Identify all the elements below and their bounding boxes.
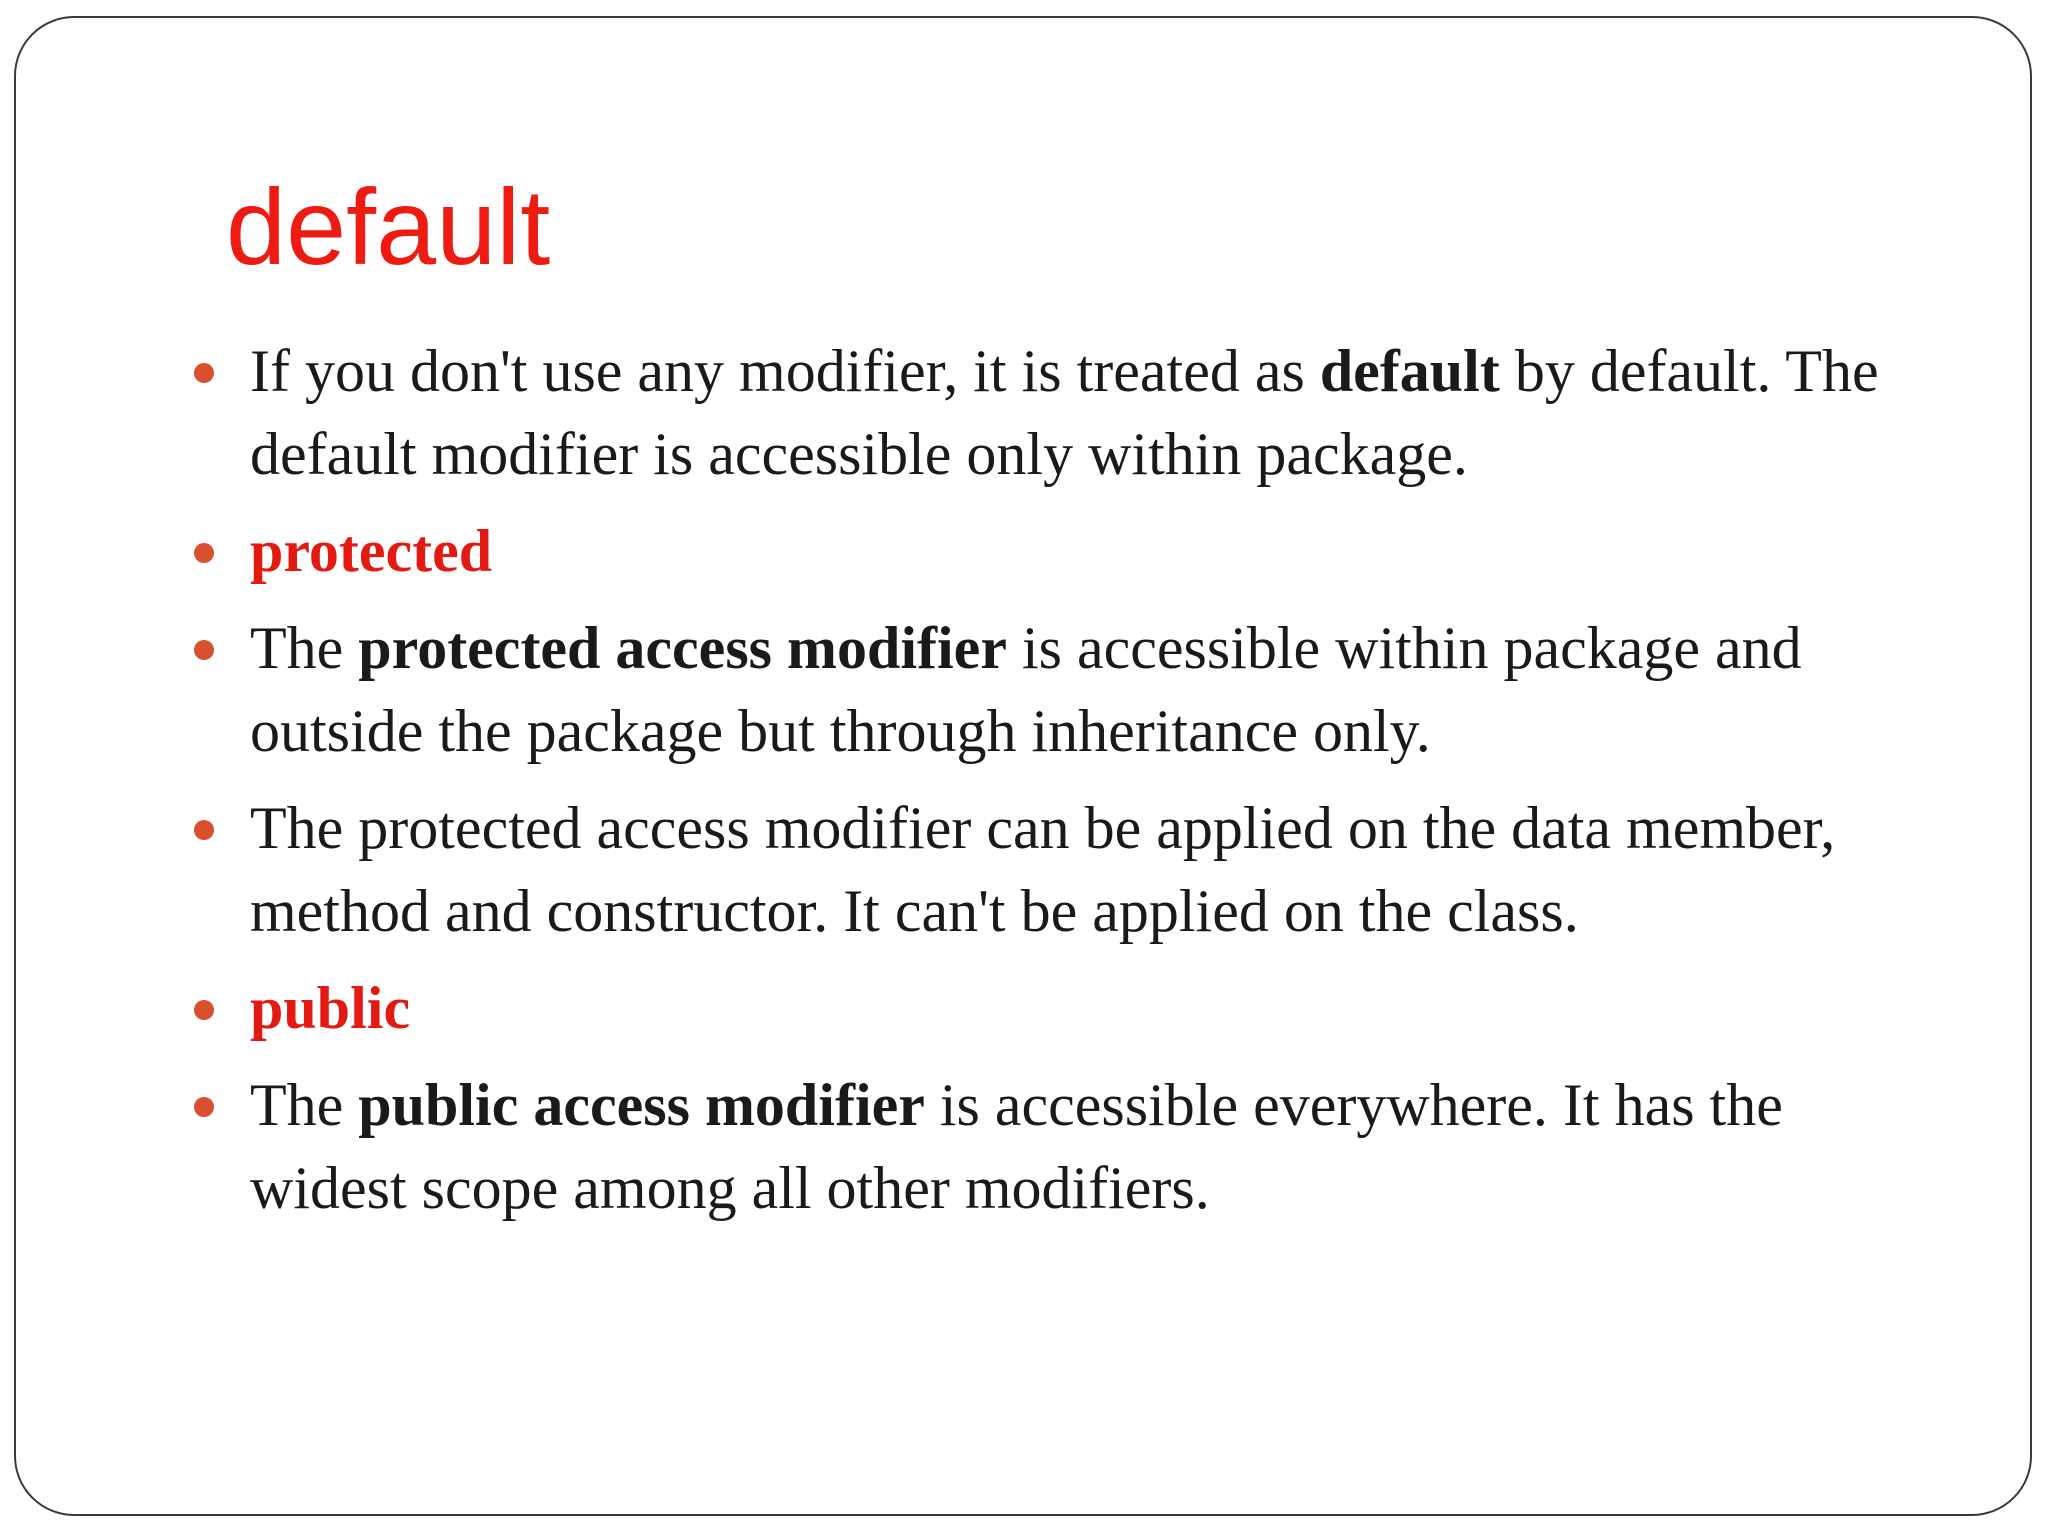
bullet-marker-icon — [194, 543, 214, 563]
bullet-text-before: The — [250, 1072, 359, 1138]
bullet-protected-heading — [194, 510, 1954, 593]
bullet-marker-icon — [194, 363, 214, 383]
bullet-marker-icon — [194, 820, 214, 840]
bullet-protected-usage — [194, 787, 1954, 953]
bullet-default-description — [194, 330, 1954, 496]
bullet-bold-term: protected access modifier — [358, 615, 1007, 681]
slide-title: default — [226, 166, 551, 287]
bullet-protected-description — [194, 607, 1954, 773]
bullet-text-before: If you don't use any modifier, it is treated as — [250, 338, 1320, 404]
bullet-public-heading — [194, 967, 1954, 1050]
bullet-marker-icon — [194, 640, 214, 660]
bullet-text-after: by default. The default modifier is accessible only within package. — [250, 338, 1879, 487]
bullet-text: The protected access modifier can be applied on the data member, method and constructor. It can't be applied on the class. — [250, 795, 1836, 944]
bullet-text-after: is accessible everywhere. It has the widest scope among all other modifiers. — [250, 1072, 1783, 1221]
bullet-text — [250, 330, 1954, 496]
bullet-marker-icon — [194, 1000, 214, 1020]
bullet-list — [194, 330, 1954, 1244]
bullet-text-before: The — [250, 615, 359, 681]
bullet-text-after: is accessible within package and outside the package but through inheritance only. — [250, 615, 1802, 764]
bullet-public-description — [194, 1064, 1954, 1230]
bullet-marker-icon — [194, 1097, 214, 1117]
bullet-text — [250, 1064, 1954, 1230]
bullet-text — [250, 607, 1954, 773]
section-heading-public: public — [250, 975, 411, 1041]
section-heading-protected: protected — [250, 518, 493, 584]
bullet-bold-term: public access modifier — [358, 1072, 925, 1138]
bullet-bold-term: default — [1319, 338, 1500, 404]
